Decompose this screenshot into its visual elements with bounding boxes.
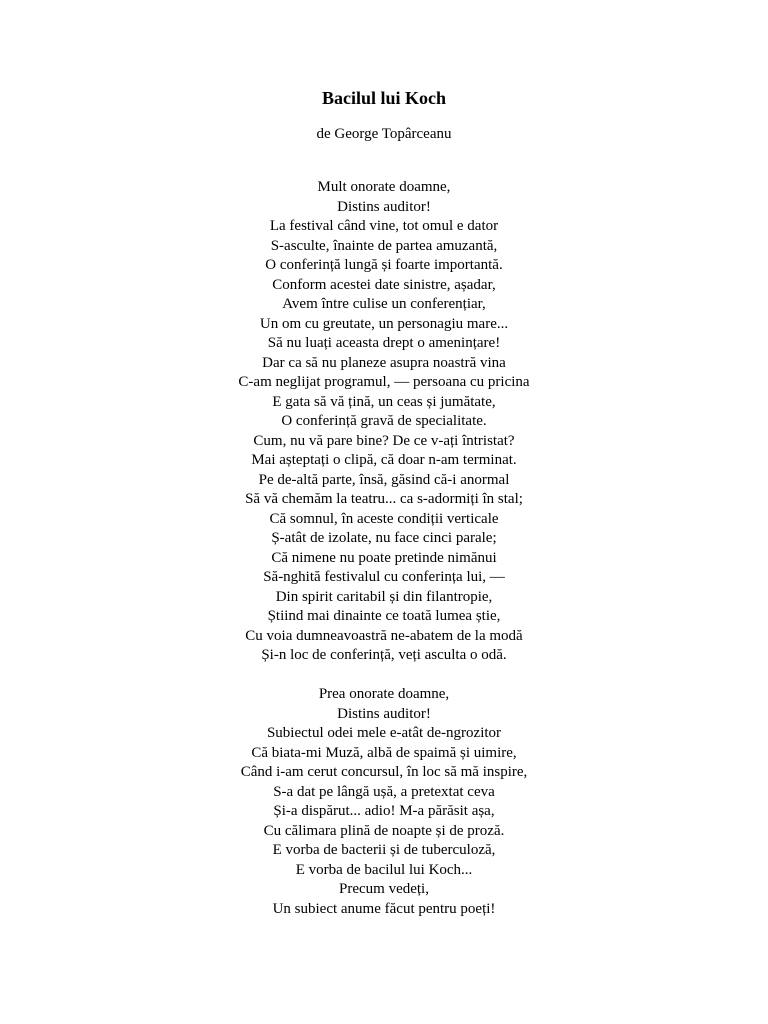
poem-line: Și-a dispărut... adio! M-a părăsit așa, (273, 803, 495, 819)
poem-title: Bacilul lui Koch (321, 88, 447, 108)
poem-line: Să-nghită festivalul cu conferința lui, — (263, 569, 505, 585)
poem-line: Să nu luați aceasta drept o amenințare! (267, 335, 501, 351)
poem-line: Distins auditor! (337, 705, 431, 722)
poem-line: Mai așteptați o clipă, că doar n-am terminat. (251, 452, 517, 468)
poem-line: Din spirit caritabil și din filantropie, (275, 588, 493, 605)
poem-line: Că somnul, în aceste condiții verticale (269, 510, 499, 527)
poem-line: E gata să vă țină, un ceas și jumătate, (272, 393, 496, 410)
poem-line: Un subiect anume făcut pentru poeți! (272, 900, 496, 917)
poem-line: Un om cu greutate, un personagiu mare... (259, 315, 509, 332)
stanza-1 (0, 178, 768, 666)
poem-line: S-asculte, înainte de partea amuzantă, (270, 237, 498, 254)
poem-line: Când i-am cerut concursul, în loc să mă inspire, (240, 764, 528, 780)
poem-line: Subiectul odei mele e-atât de-ngrozitor (266, 725, 502, 741)
poem-author: de George Topârceanu (316, 126, 452, 142)
poem-line: Ș-atât de izolate, nu face cinci parale; (271, 530, 497, 546)
poem-line: Că nimene nu poate pretinde nimănui (271, 549, 497, 566)
poem-line: C-am neglijat programul, — persoana cu pricina (238, 374, 530, 390)
poem-line: Cum, nu vă pare bine? De ce v-ați întristat? (253, 432, 515, 449)
poem-line: Să vă chemăm la teatru... ca s-adormiți în stal; (245, 491, 523, 507)
poem-line: Și-n loc de conferință, veți asculta o odă. (261, 647, 507, 663)
poem-line: O conferință lungă și foarte importantă. (265, 257, 503, 273)
poem-line: Știind mai dinainte ce toată lumea știe, (267, 608, 501, 624)
poem-line: E vorba de bacterii și de tuberculoză, (272, 842, 496, 858)
poem-line: Conform acestei date sinistre, așadar, (272, 276, 496, 293)
poem-line: La festival când vine, tot omul e dator (269, 218, 499, 234)
poem-line: Că biata-mi Muză, albă de spaimă și uimire, (251, 744, 517, 761)
poem-line: O conferință gravă de specialitate. (281, 413, 487, 429)
poem-line: Pe de-altă parte, însă, găsind că-i anormal (258, 471, 510, 488)
poem-line: Dar ca să nu planeze asupra noastră vina (262, 354, 506, 371)
poem-line: Distins auditor! (337, 198, 431, 215)
poem-line: Cu voia dumneavoastră ne-abatem de la modă (245, 627, 523, 644)
poem-line: S-a dat pe lângă ușă, a pretextat ceva (273, 783, 495, 800)
poem-line: Prea onorate doamne, (318, 686, 450, 702)
poem-line: Cu călimara plină de noapte și de proză. (263, 822, 505, 839)
poem-line: Mult onorate doamne, (317, 179, 451, 195)
stanza-2 (0, 685, 768, 919)
poem-line: E vorba de bacilul lui Koch... (295, 861, 473, 878)
poem-line: Precum vedeți, (339, 881, 429, 897)
poem-line: Avem între culise un conferențiar, (282, 296, 486, 312)
